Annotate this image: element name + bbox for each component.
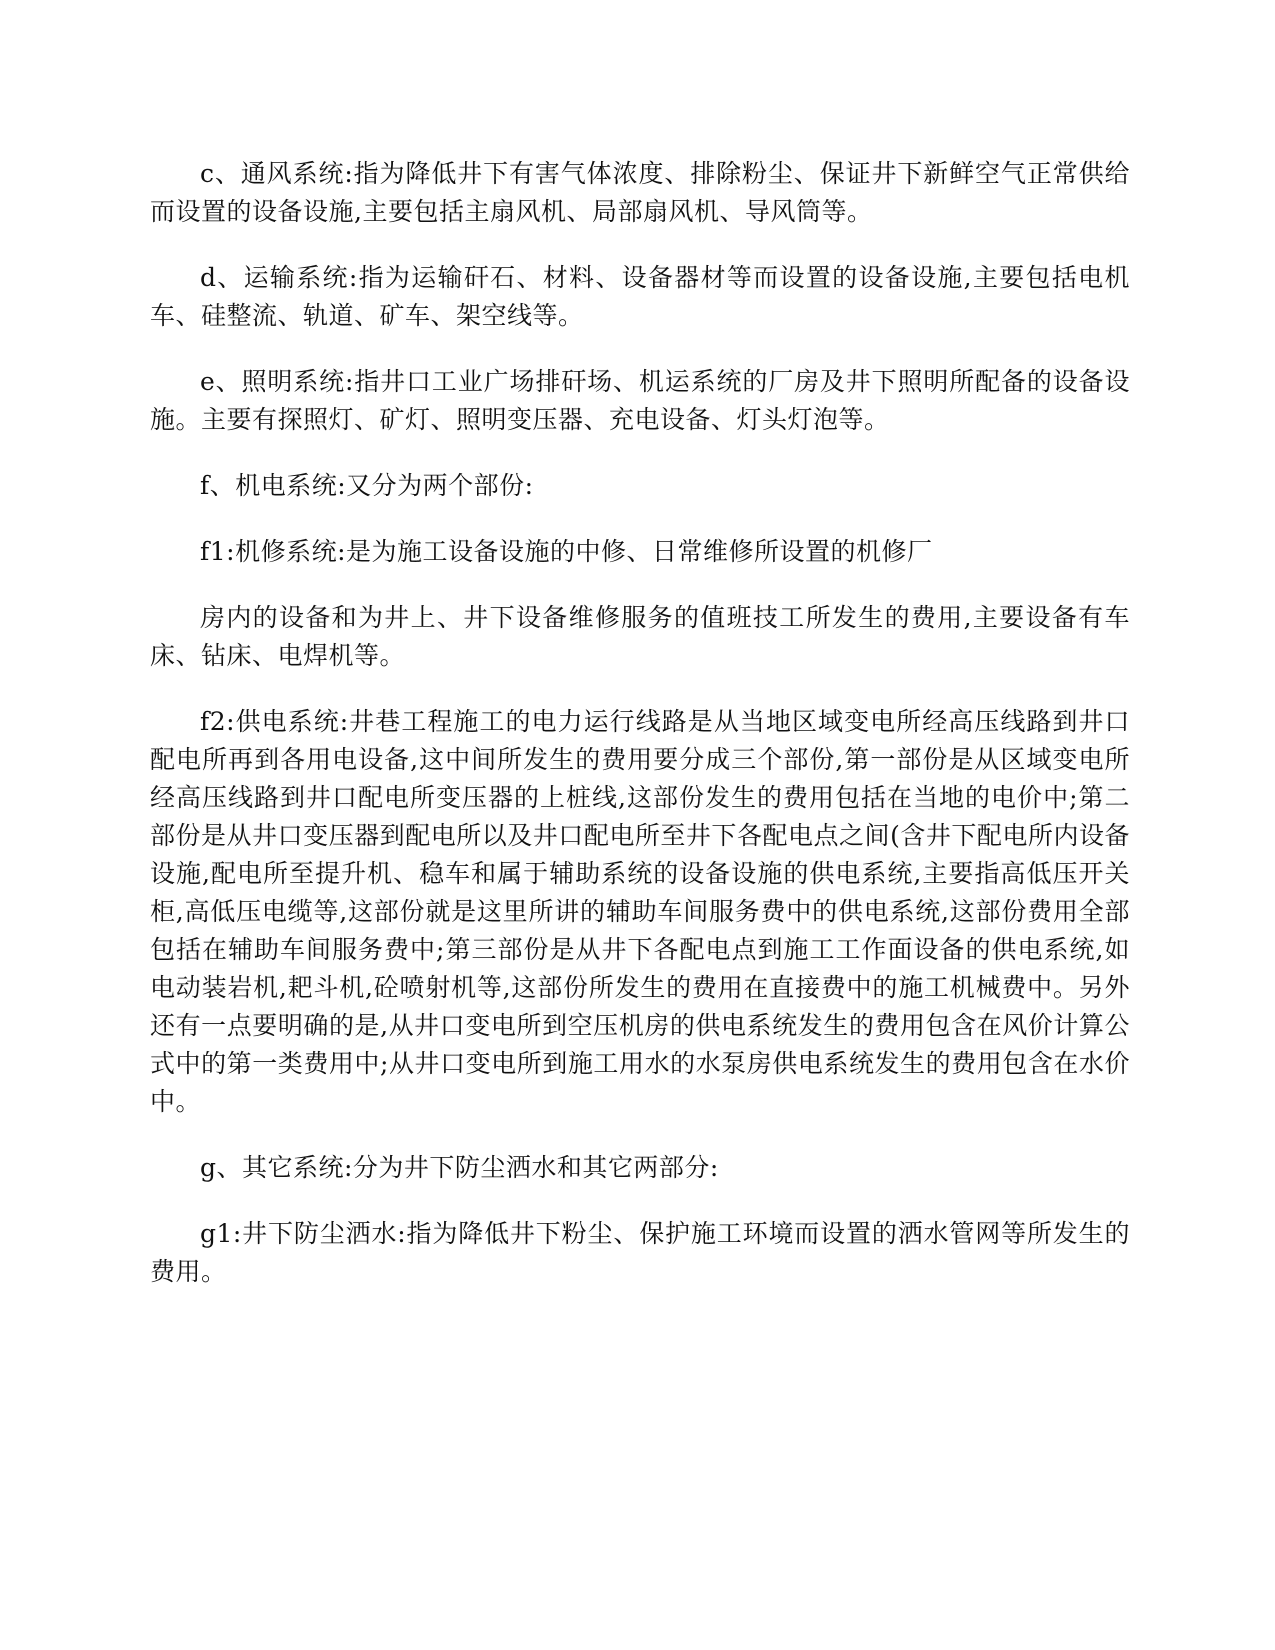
paragraph-other-systems: g、其它系统:分为井下防尘洒水和其它两部分: <box>200 1153 719 1182</box>
document-body <box>150 155 1130 1319</box>
paragraph-electromechanical-system: f、机电系统:又分为两个部份: <box>200 471 534 500</box>
paragraph-power-supply-system: f2:供电系统:井巷工程施工的电力运行线路是从当地区域变电所经高压线路到井口配电所再到各用电设备,这中间所发生的费用要分成三个部份,第一部份是从区域变电所经高压线路到井口配电所变压器的上桩线,这部份发生的费用包括在当地的电价中;第二部份是从井口变压器到配电所以及井口配电所至井下各配电点之间(含井下配电所内设备设施,配电所至提升机、稳车和属于辅助系统的设备设施的供电系统,主要指高低压开关柜,高低压电缆等,这部份就是这里所讲的辅助车间服务费中的供电系统,这部份费用全部包括在辅助车间服务费中;第三部份是从井下各配电点到施工工作面设备的供电系统,如电动装岩机,耙斗机,砼喷射机等,这部份所发生的费用在直接费中的施工机械费中。另外还有一点要明确的是,从井口变电所到空压机房的供电系统发生的费用包含在风价计算公式中的第一类费用中;从井口变电所到施工用水的水泵房供电系统发生的费用包含在水价中。 <box>150 707 1130 1116</box>
paragraph-repair-system-continued: 房内的设备和为井上、井下设备维修服务的值班技工所发生的费用,主要设备有车床、钻床、电焊机等。 <box>150 603 1130 670</box>
paragraph-repair-system: f1:机修系统:是为施工设备设施的中修、日常维修所设置的机修厂 <box>200 537 933 566</box>
paragraph-dust-spraying: g1:井下防尘洒水:指为降低井下粉尘、保护施工环境而设置的洒水管网等所发生的费用。 <box>150 1219 1130 1286</box>
paragraph-ventilation-system: c、通风系统:指为降低井下有害气体浓度、排除粉尘、保证井下新鲜空气正常供给而设置的设备设施,主要包括主扇风机、局部扇风机、导风筒等。 <box>150 159 1130 226</box>
paragraph-transport-system: d、运输系统:指为运输矸石、材料、设备器材等而设置的设备设施,主要包括电机车、硅整流、轨道、矿车、架空线等。 <box>150 263 1130 330</box>
paragraph-lighting-system: e、照明系统:指井口工业广场排矸场、机运系统的厂房及井下照明所配备的设备设施。主要有探照灯、矿灯、照明变压器、充电设备、灯头灯泡等。 <box>150 367 1130 434</box>
